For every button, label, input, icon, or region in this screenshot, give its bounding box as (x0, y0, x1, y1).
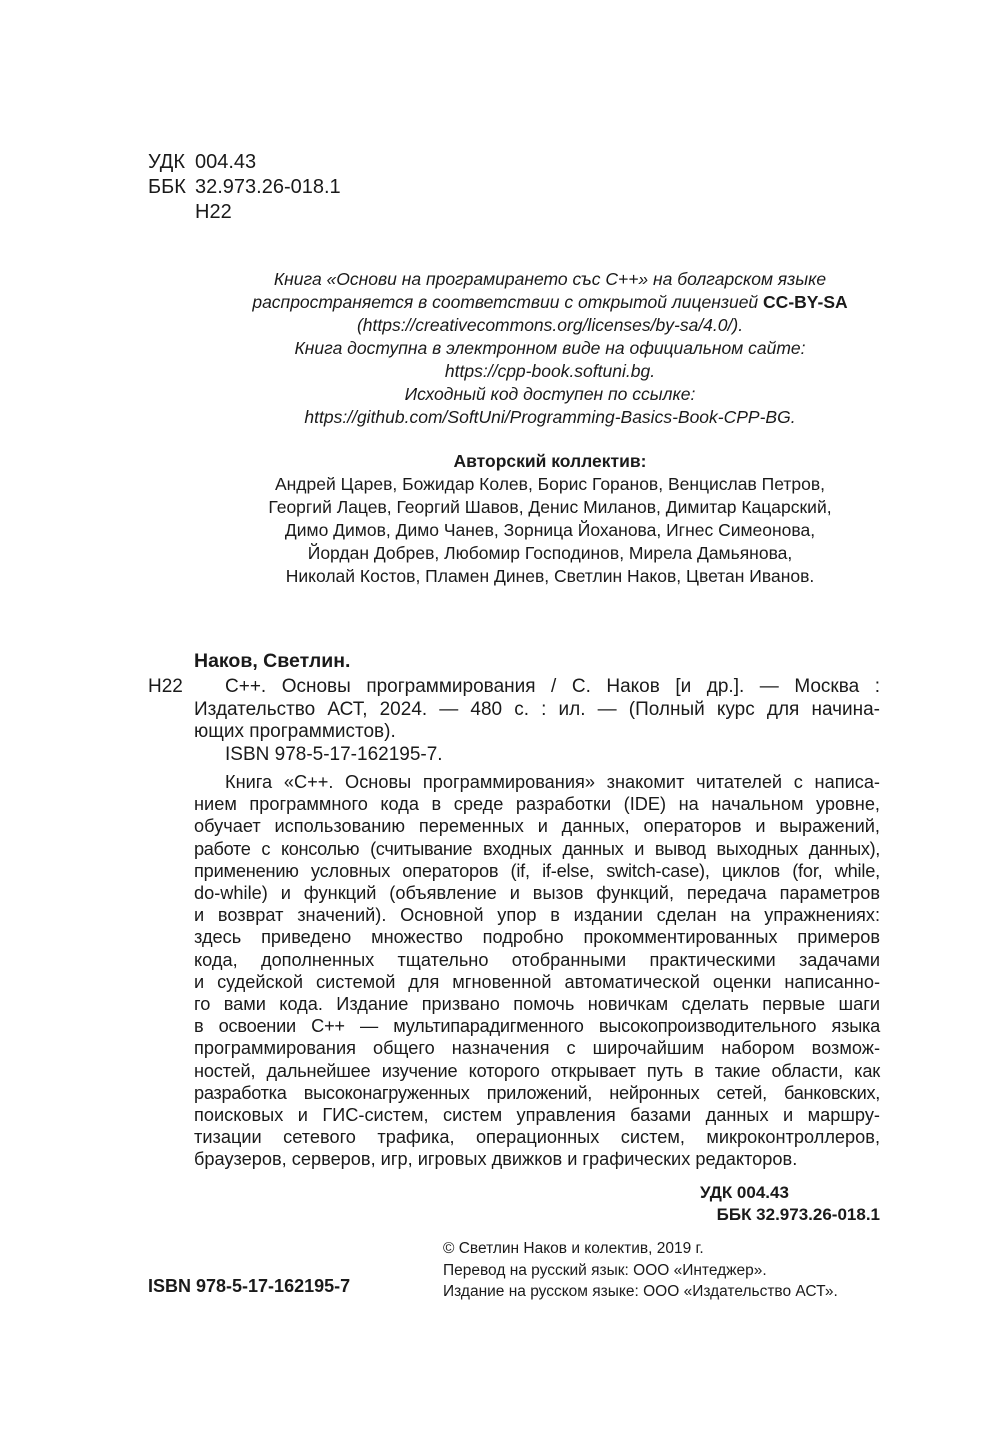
footer-isbn: ISBN 978-5-17-162195-7 (148, 1276, 351, 1296)
annotation-line: применению условных операторов (if, if-else, switch-case), циклов (for, while, (194, 860, 880, 881)
authors-block (200, 450, 900, 588)
catalog-title-line: С++. Основы программирования / С. Наков [и др.]. — Москва : (225, 676, 880, 697)
author-mark-row (148, 200, 341, 225)
annotation-line: нием программного кода в среде разработки (IDE) на начальном уровне, (194, 794, 880, 815)
authors-line: Георгий Лацев, Георгий Шавов, Денис Миланов, Димитар Кацарский, (268, 497, 832, 517)
annotation-line: кода, дополненных тщательно отобранными практическими задачами (194, 949, 880, 970)
bbk-value: 32.973.26-018.1 (195, 176, 341, 198)
udk-value: 004.43 (195, 151, 257, 173)
udk-label: УДК (148, 151, 186, 173)
author-mark: Н22 (195, 201, 232, 223)
catalog-author-heading: Наков, Светлин. (194, 650, 351, 672)
annotation-line: го вами кода. Издание призвано помочь новичкам сделать первые шаги (194, 994, 880, 1015)
authors-line: Николай Костов, Пламен Динев, Светлин Наков, Цветан Иванов. (285, 566, 815, 586)
catalog-bbk: ББК 32.973.26-018.1 (716, 1205, 880, 1224)
annotation-line: ностей, дальнейшее изучение которого открывает путь в такие области, как (194, 1060, 880, 1081)
udk-row (148, 150, 341, 175)
copyright-line: © Светлин Наков и колектив, 2019 г. (443, 1240, 704, 1257)
annotation-line: работе с консолью (считывание входных данных и вывод выходных данных), (194, 838, 880, 859)
annotation-line: здесь приведено множество подробно прокомментированных примеров (194, 927, 880, 948)
copyright-line: Издание на русском языке: ООО «Издательство АСТ». (443, 1283, 838, 1300)
authors-line: Йордан Добрев, Любомир Господинов, Мирела Дамьянова, (307, 543, 793, 563)
annotation-line: и возврат значений). Основной упор в издании сделан на упражнениях: (194, 905, 880, 926)
annotation-line: разработка высоконагруженных приложений, нейронных сетей, банковских, (194, 1082, 880, 1103)
catalog-title-line: Издательство АСТ, 2024. — 480 с. : ил. — (Полный курс для начина- (194, 698, 880, 720)
annotation-line: тизации сетевого трафика, операционных систем, микроконтроллеров, (194, 1127, 880, 1148)
authors-title: Авторский коллектив: (453, 451, 647, 471)
license-line: Исходный код доступен по ссылке: (404, 384, 696, 404)
annotation-line: обучает использованию переменных и данных, операторов и выражений, (194, 816, 880, 837)
catalog-description (194, 676, 880, 766)
authors-line: Димо Димов, Димо Чанев, Зорница Йоханова, Игнес Симеонова, (284, 520, 816, 540)
bbk-row (148, 175, 341, 200)
annotation-line: do-while) и функций (объявление и вызов функций, передача параметров (194, 883, 880, 904)
annotation (194, 771, 880, 1171)
annotation-line: Книга «С++. Основы программирования» знакомит читателей с написа- (225, 772, 880, 792)
catalog-title-line: ющих программистов). (194, 721, 396, 742)
license-url: (https://creativecommons.org/licenses/by-sa/4.0/). (356, 315, 744, 335)
license-line: Книга доступна в электронном виде на официальном сайте: (294, 338, 806, 358)
annotation-line: поисковых и ГИС-систем, систем управления базами данных и маршру- (194, 1105, 880, 1126)
annotation-line: в освоении С++ — мультипарадигменного высокопроизводительного языка (194, 1016, 880, 1037)
bbk-label: ББК (148, 176, 186, 198)
license-notice (200, 268, 900, 429)
license-name: CC-BY-SA (763, 292, 848, 312)
authors-line: Андрей Царев, Божидар Колев, Борис Горанов, Венцислав Петров, (274, 474, 826, 494)
copyright-line: Перевод на русский язык: ООО «Интеджер». (443, 1261, 767, 1279)
catalog-codes (600, 1182, 880, 1226)
catalog-mark: Н22 (148, 676, 183, 697)
annotation-line: браузеров, серверов, игр, игровых движков и графических редакторов. (194, 1149, 798, 1170)
catalog-udk: УДК 004.43 (700, 1183, 789, 1202)
annotation-line: и судейской системой для мгновенной автоматической оценки написанно- (194, 971, 880, 992)
annotation-line: программирования общего назначения с широчайшим набором возмож- (194, 1038, 880, 1059)
license-line: Книга «Основи на програмирането със C++» на болгарском языке (273, 269, 827, 289)
license-line: распространяется в соответствии с открытой лицензией CC-BY-SA (252, 292, 848, 312)
copyright-block (443, 1238, 838, 1303)
book-site-url: https://cpp-book.softuni.bg. (444, 361, 656, 381)
catalog-isbn-line: ISBN 978-5-17-162195-7. (225, 743, 443, 765)
classification-block (148, 150, 341, 225)
source-code-url: https://github.com/SoftUni/Programming-Basics-Book-CPP-BG. (304, 407, 796, 427)
